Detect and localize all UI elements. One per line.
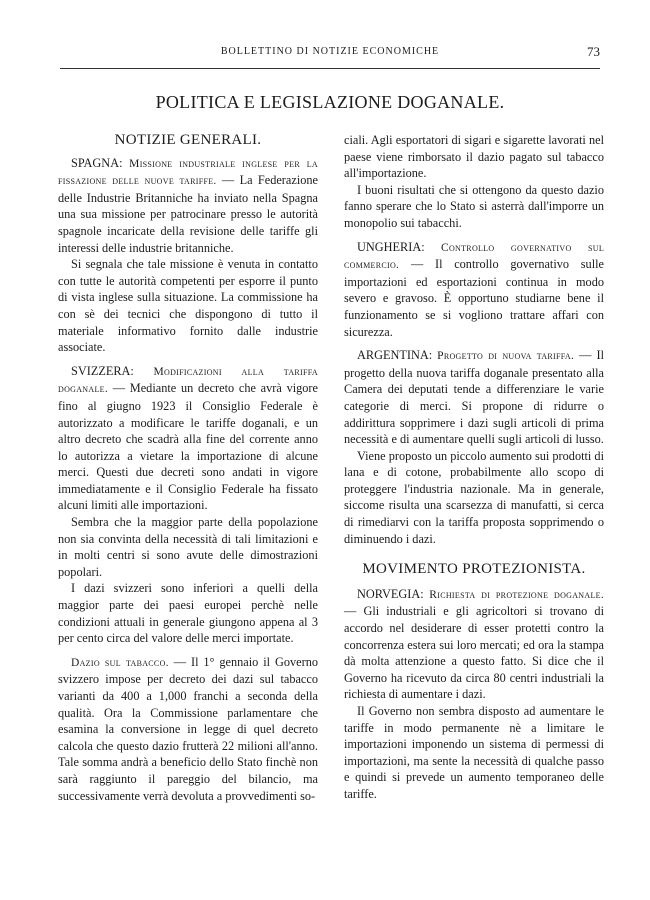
argentina-paragraph-2: Viene proposto un piccolo aumento sui prodotti di lana e di cotone, probabilmente allo scopo di proteggere l'industria nazionale. Ma in generale, siccome risulta una scarsezza di manufatti, si cerca di rimediarvi con la tariffa proposta sopprimendo o diminuendo i dazi.: [344, 448, 604, 546]
ungheria-heading-paragraph: [344, 239, 604, 341]
topic-dazio-tabacco: Dazio sul tabacco.: [71, 656, 169, 669]
svizzera-paragraph-2: Sembra che la maggior parte della popolazione non sia convinta della necessità di tali limitazioni e in molti centri si sono avute delle dimostrazioni popolari.: [58, 515, 318, 579]
svizzera-paragraph-3: I dazi svizzeri sono inferiori a quelli della maggior parte dei paesi europei perchè nelle condizioni attuali in generale giungono appena al 3 per cento circa del valore delle merci importate.: [58, 581, 318, 646]
dazio-text: Il 1° gennaio il Governo svizzero impose per decreto dei dazi sul tabacco varianti da 400 a 1,000 franchi a seconda della qualità. Ora la Commissione parlamentare che esamina la conversione in legge di quel decreto calcola che questo dazio frutterà 22 milioni all'anno. Tale somma andrà a beneficio dello Stato finchè non sarà raggiunto il pareggio del bilancio, ma successivamente verrà devoluta a provvedimenti so-: [58, 654, 318, 803]
dazio-paragraph-2: I buoni risultati che si ottengono da questo dazio fanno sperare che lo Stato si asterrà dall'imporre un monopolio sui tabacchi.: [344, 182, 604, 230]
norvegia-paragraph-2: Il Governo non sembra disposto ad aumentare le tariffe in modo permanente nè a limitare le importazioni imponendo un sistema di permessi di importazioni, ma sente la necessità di qualche passo e quindi si prevede un aumento temporaneo delle tariffe.: [344, 704, 604, 801]
section-title-notizie-generali: NOTIZIE GENERALI.: [114, 132, 262, 148]
left-column: [58, 132, 318, 804]
page-number: 73: [587, 44, 600, 59]
right-column: [344, 132, 604, 803]
topic-norvegia: Richiesta di protezione doganale.: [429, 588, 604, 601]
section-title-movimento-protezionista: MOVIMENTO PROTEZIONISTA.: [362, 561, 586, 578]
country-argentina: ARGENTINA:: [357, 348, 433, 363]
svizzera-heading-paragraph: [58, 363, 318, 514]
argentina-text-1: Il progetto della nuova tariffa doganale presentato alla Camera dei deputati tende a differenziare le varie categorie di merci. Si propone di ridurre o addirittura sopprimere i dazi sugli articoli di prima necessità e di aumentare quelli sugli articoli di lusso.: [344, 348, 604, 447]
dazio-continuation: ciali. Agli esportatori di sigari e sigarette lavorati nel paese viene rimborsato il dazio pagato sul tabacco all'importazione.: [344, 133, 604, 181]
page-title: POLITICA E LEGISLAZIONE DOGANALE.: [155, 92, 505, 112]
dash: —: [574, 348, 597, 363]
dash: —: [399, 257, 435, 272]
dash: —: [168, 654, 191, 669]
topic-svizzera: Modificazioni alla tariffa doganale.: [58, 365, 318, 396]
dash: —: [108, 381, 130, 396]
dash: —: [216, 173, 240, 188]
country-svizzera: SVIZZERA:: [71, 363, 134, 378]
running-title: BOLLETTINO DI NOTIZIE ECONOMICHE: [220, 46, 440, 57]
spagna-text-1: La Federazione delle Industrie Britanniche ha inviato nella Spagna una sua missione per patrocinare presso le autorità spagnole incaricate della revisione delle tariffe gli interessi delle industrie britanniche.: [58, 173, 318, 255]
argentina-heading-paragraph: [344, 347, 604, 448]
norvegia-text-1: Gli industriali e gli agricoltori si trovano di accordo nel desiderare di esser protetti contro la concorrenza estera sui loro mercati; ed ora la stampa dà molta attenzione a questo fatto. Si dice che il Governo ha ricevuto da circa 80 centri industriali la richiesta di aumentare i dazi.: [344, 604, 604, 702]
country-ungheria: UNGHERIA:: [357, 239, 425, 254]
spagna-paragraph-2: Si segnala che tale missione è venuta in contatto con tutte le autorità competenti per esporre il punto di vista inglese sulla situazione. La commissione ha con sè dei tecnici che dispongono di tutto il materiale informativo fornito dalle industrie associate.: [58, 257, 318, 355]
topic-spagna: Missione industriale inglese per la fissazione delle nuove tariffe.: [58, 157, 318, 188]
dash: —: [344, 604, 364, 619]
ungheria-text: Il controllo governativo sulle importazioni ed esportazioni continua in modo severo e gravoso. È opportuno studiarne bene il funzionamento se si vogliono trattare affari con sicurezza.: [344, 257, 604, 339]
svizzera-text-1: Mediante un decreto che avrà vigore fino al giugno 1923 il Consiglio Federale è autorizzato a modificare le tariffe doganali, e un altro decreto che scadrà alla fine del corrente anno lo autorizza a vietare la importazione di alcune merci. Questi due decreti sono andati in vigore immediatamente e il Consiglio Federale ha fissato alcuni limiti alle importazioni.: [58, 381, 318, 513]
topic-ungheria: Controllo governativo sul commercio.: [344, 241, 605, 272]
spagna-heading-paragraph: [58, 155, 318, 257]
country-norvegia: NORVEGIA:: [357, 586, 424, 601]
running-header: [60, 44, 600, 69]
norvegia-heading-paragraph: [344, 586, 604, 703]
dazio-heading-paragraph: [58, 654, 318, 804]
country-spagna: SPAGNA:: [71, 155, 123, 170]
topic-argentina: Progetto di nuova tariffa.: [437, 350, 575, 363]
